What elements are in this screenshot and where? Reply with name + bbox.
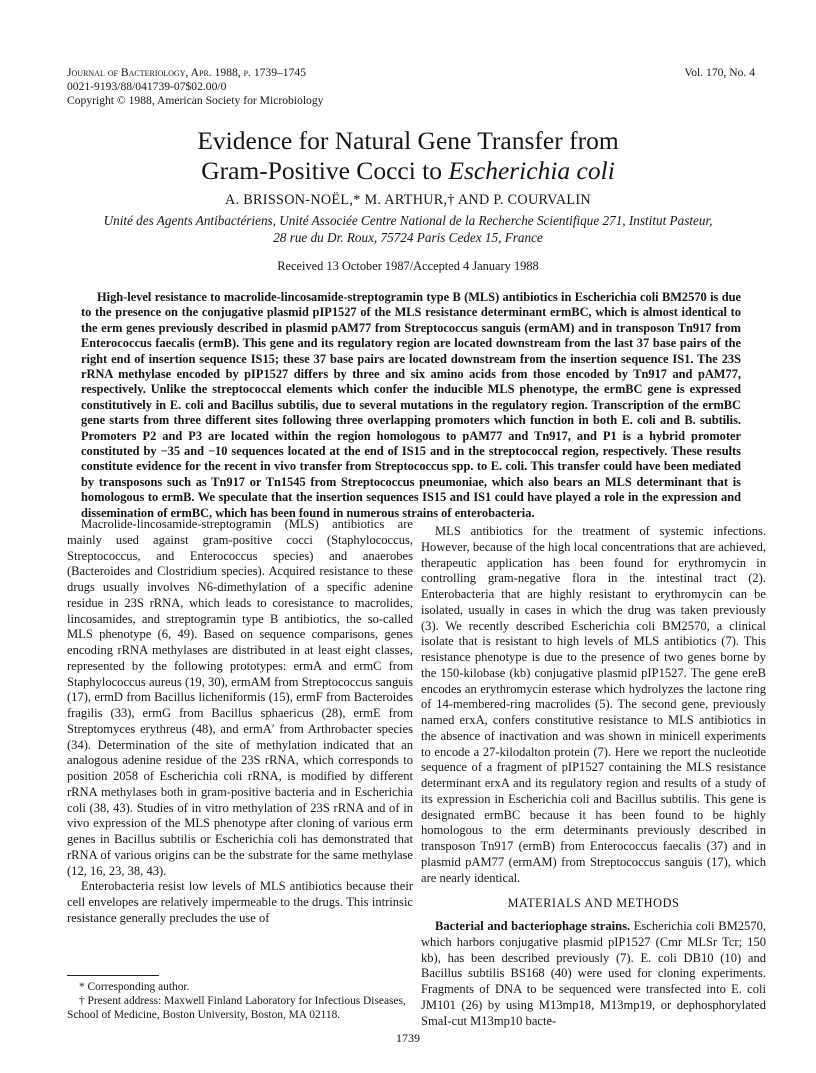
page-number: 1739 — [396, 1031, 420, 1045]
abstract: High-level resistance to macrolide-lincosamide-streptogramin type B (MLS) antibiotics in Escherichia coli BM2570 is due to the presence on the conjugative plasmid pIP1527 of the MLS resistance determinant ermBC, which is almost identical to the erm genes previously described in plasmid pAM77 from Streptococcus sanguis (ermAM) and in transposon Tn917 from Enterococcus faecalis (ermB). This gene and its regulatory region are located downstream from the last 37 base pairs of the right end of insertion sequence IS15; these 37 base pairs are located downstream from the insertion sequence IS1. The 23S rRNA methylase encoded by pIP1527 differs by three and six amino acids from those encoded by Tn917 and pAM77, respectively. Unlike the streptococcal elements which confer the inducible MLS phenotype, the ermBC gene is expressed constitutively in E. coli and Bacillus subtilis, due to several mutations in the regulatory region. Transcription of the ermBC gene starts from three different sites following three overlapping promoters which function in both E. coli and B. subtilis. Promoters P2 and P3 are located within the region homologous to pAM77 and Tn917, and P1 is a hybrid promoter constituted by −35 and −10 sequences located at the end of IS15 and in the streptococcal region, respectively. These results constitute evidence for the recent in vivo transfer from Streptococcus spp. to E. coli. This transfer could have been mediated by transposons such as Tn917 or Tn1545 from Streptococcus pneumoniae, which also bears an MLS determinant that is homologous to ermB. We speculate that the insertion sequences IS15 and IS1 could have played a role in the expression and dissemination of ermBC, which has been found in numerous strains of enterobacteria. — [81, 290, 741, 520]
title-line-2 — [60, 156, 756, 186]
intro-paragraph-2: Enterobacteria resist low levels of MLS antibiotics because their cell envelopes are relatively impermeable to the drugs. This intrinsic resistance generally precludes the use of — [67, 879, 413, 925]
volume-issue: Vol. 170, No. 4 — [684, 66, 755, 79]
subsection-heading: Bacterial and bacteriophage strains. — [435, 919, 631, 933]
intro-paragraph-3: MLS antibiotics for the treatment of systemic infections. However, because of the high local concentrations that are achieved, therapeutic application has been found for erythromycin in controlling gram-negative flora in the intestinal tract (2). Enterobacteria that are highly resistant to erythromycin can be isolated, usually in cases in which the drug was taken previously (3). We recently described Escherichia coli BM2570, a clinical isolate that is resistant to high levels of MLS antibiotics (7). This resistance phenotype is due to the presence of two genes borne by the 150-kilobase (kb) conjugative plasmid pIP1527. The gene ereB encodes an erythromycin esterase which hydrolyzes the lactone ring of 14-membered-ring macrolides (5). The second gene, previously named erxA, confers constitutive resistance to MLS antibiotics in the absence of inactivation and was shown in minicell experiments to encode a 27-kilodalton protein (7). Here we report the nucleotide sequence of a fragment of pIP1527 containing the MLS resistance determinant erxA and its regulatory region and results of a study of its expression in Escherichia coli and Bacillus subtilis. This gene is designated ermBC because it has been found to be highly homologous to the erm determinants previously described in transposon Tn917 (ermB) from Enterococcus faecalis (37) and in plasmid pAM77 (ermAM) from Streptococcus sanguis (17), which are nearly identical. — [421, 524, 766, 885]
article-title — [60, 126, 756, 186]
footnotes — [67, 981, 413, 1022]
received-dates: Received 13 October 1987/Accepted 4 January 1988 — [277, 259, 539, 273]
title-organism: Escherichia coli — [448, 156, 615, 185]
author-list: A. BRISSON-NOËL,* M. ARTHUR,† AND P. COURVALIN — [225, 192, 591, 208]
journal-citation: Journal of Bacteriology, Apr. 1988, p. 1739–1745 — [67, 66, 306, 79]
copyright-line: Copyright © 1988, American Society for Microbiology — [67, 94, 324, 108]
section-heading: MATERIALS AND METHODS — [507, 896, 680, 911]
journal-header — [67, 66, 755, 109]
methods-paragraph-1 — [421, 919, 766, 1029]
affiliation — [60, 213, 756, 246]
title-line-2-text: Gram-Positive Cocci to — [201, 156, 449, 185]
affiliation-line-2: 28 rue du Dr. Roux, 75724 Paris Cedex 15, France — [273, 229, 543, 245]
footnote-corresponding: * Corresponding author. — [79, 981, 190, 993]
left-column — [67, 517, 413, 927]
issn-line: 0021-9193/88/041739-07$02.00/0 — [67, 80, 227, 94]
footnote-divider — [67, 975, 159, 976]
right-column — [421, 524, 766, 1029]
footnote-present-address: † Present address: Maxwell Finland Laboratory for Infectious Diseases, School of Medicine, Boston University, Boston, MA 02118. — [67, 994, 406, 1021]
intro-paragraph-1: Macrolide-lincosamide-streptogramin (MLS) antibiotics are mainly used against gram-positive cocci (Staphylococcus, Streptococcus, and Enterococcus species) and anaerobes (Bacteroides and Clostridium species). Acquired resistance to these drugs usually involves N6-dimethylation of a specific adenine residue in 23S rRNA, which leads to coresistance to macrolides, lincosamides, and streptogramin type B antibiotics, the so-called MLS phenotype (6, 49). Based on sequence comparisons, genes encoding rRNA methylases are distributed in at least eight classes, represented by the following prototypes: ermA and ermC from Staphylococcus aureus (19, 30), ermAM from Streptococcus sanguis (17), ermD from Bacillus licheniformis (15), ermF from Bacteroides fragilis (33), ermG from Bacillus sphaericus (28), ermE from Streptomyces erythreus (48), and ermA′ from Arthrobacter species (34). Determination of the site of methylation indicated that an analogous adenine residue of the 23S rRNA, which corresponds to position 2058 of Escherichia coli rRNA, is modified by different rRNA methylases both in gram-positive bacteria and in Escherichia coli (38, 43). Studies of in vitro methylation of 23S rRNA and of in vivo expression of the MLS phenotype after cloning of various erm genes in Bacillus subtilis or Escherichia coli has demonstrated that rRNA of various origins can be the substrate for the same methylase (12, 16, 23, 38, 43). — [67, 517, 413, 878]
title-line-1: Evidence for Natural Gene Transfer from — [197, 126, 619, 155]
methods-paragraph-text: Escherichia coli BM2570, which harbors conjugative plasmid pIP1527 (Cmr MLSr Tcr; 150 kb), has been described previously (7). E. coli DB10 (10) and Bacillus subtilis BS168 (40) were used for cloning experiments. Fragments of DNA to be sequenced were transfected into E. coli JM101 (26) by using M13mp18, M13mp19, or dephosphorylated SmaI-cut M13mp10 bacte- — [421, 919, 766, 1028]
affiliation-line-1: Unité des Agents Antibactériens, Unité Associée Centre National de la Recherche Scientifique 271, Institut Pasteur, — [103, 213, 713, 228]
